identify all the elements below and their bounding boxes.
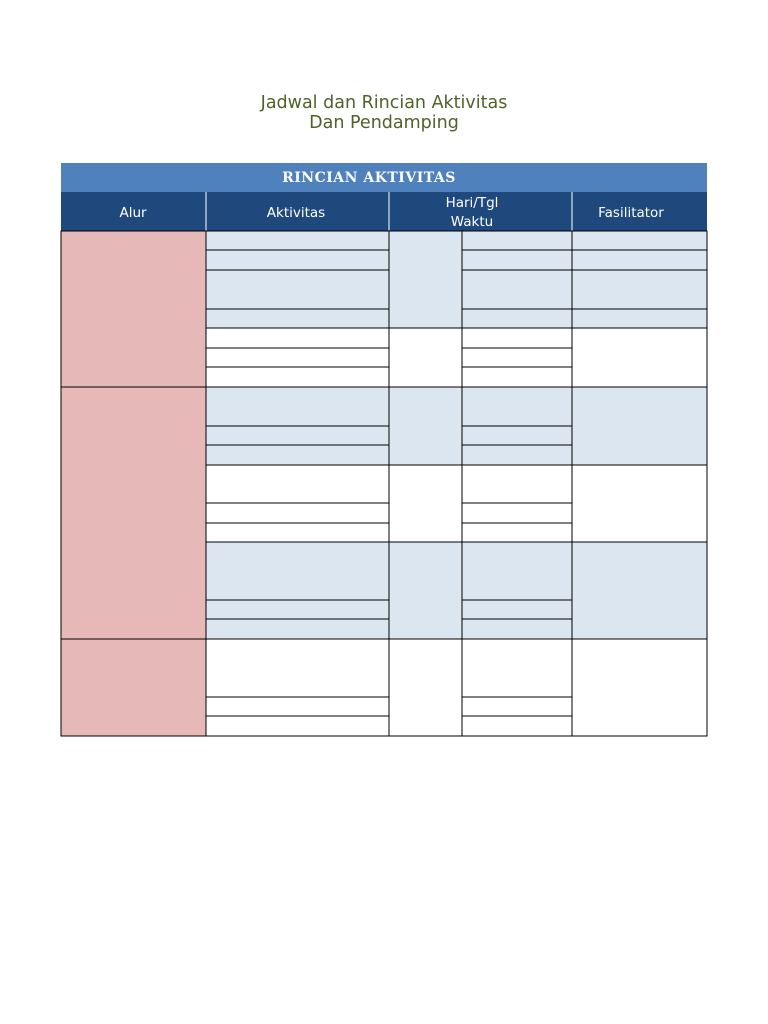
alur-cell-1 bbox=[61, 231, 206, 387]
title-line-1: Jadwal dan Rincian Aktivitas bbox=[260, 93, 508, 113]
alur-cells bbox=[61, 231, 206, 736]
title-line-2: Dan Pendamping bbox=[309, 113, 459, 133]
header-waktu: Waktu bbox=[450, 214, 494, 230]
header-fasilitator: Fasilitator bbox=[598, 205, 664, 221]
alur-cell-3 bbox=[61, 639, 206, 736]
alur-cell-2 bbox=[61, 387, 206, 639]
shaded-bands bbox=[206, 231, 707, 639]
header-hari-tgl: Hari/Tgl bbox=[445, 195, 499, 211]
table-banner-label: RINCIAN AKTIVITAS bbox=[282, 170, 456, 186]
header-alur: Alur bbox=[119, 205, 147, 221]
header-aktivitas: Aktivitas bbox=[266, 205, 326, 221]
